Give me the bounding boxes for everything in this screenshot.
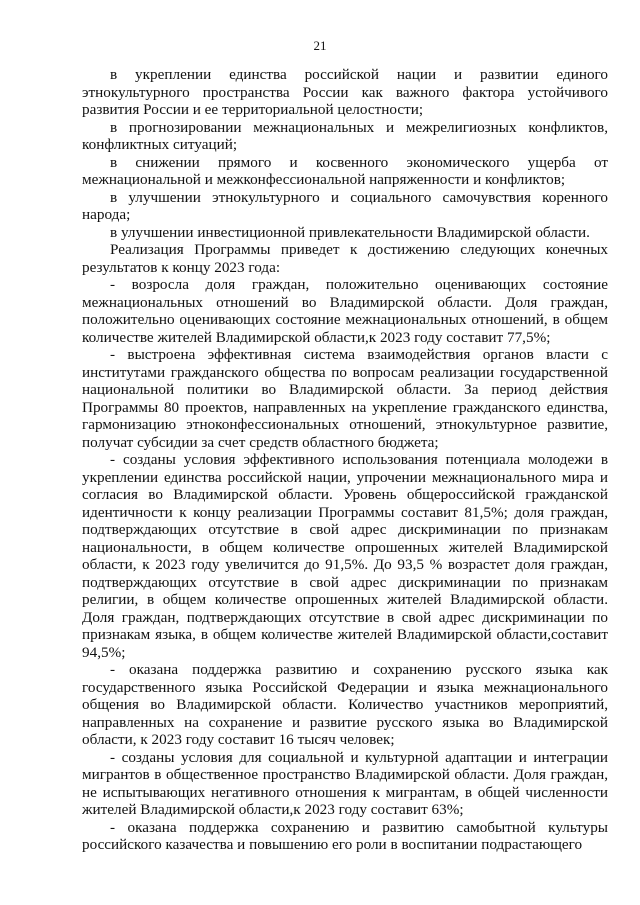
page-number: 21 bbox=[313, 38, 327, 53]
paragraph-unity: в укреплении единства российской нации и развитии единого этнокультурного пространства России как важного фактора устойчивого развития России и ее территориальной целостности; bbox=[82, 66, 608, 118]
paragraph-conflict-forecasting: в прогнозировании межнациональных и межрелигиозных конфликтов, конфликтных ситуаций; bbox=[82, 118, 608, 153]
paragraph-investment: в улучшении инвестиционной привлекательности Владимирской области. bbox=[110, 223, 590, 241]
paragraph-economic-damage: в снижении прямого и косвенного экономического ущерба от межнациональной и межконфессиональной напряженности и конфликтов; bbox=[82, 153, 608, 188]
paragraph-results-intro: Реализация Программы приведет к достижению следующих конечных результатов к концу 2023 года: bbox=[82, 241, 608, 276]
list-item-cossack-culture: - оказана поддержка сохранению и развитию самобытной культуры российского казачества и повышению его роли в воспитании подрастающего bbox=[82, 818, 608, 853]
list-item-relations-assessment: - возросла доля граждан, положительно оценивающих состояние межнациональных отношений во Владимирской области. Доля граждан, положительно оценивающих состояние межнациональных отношений, в общем количестве жителей Владимирской области,к 2023 году составит 77,5%; bbox=[82, 276, 608, 346]
list-item-migrant-adaptation: - созданы условия для социальной и культурной адаптации и интеграции мигрантов в общественное пространство Владимирской области. Доля граждан, не испытывающих негативного отношения к мигрантам, в общей численности жителей Владимирской области,к 2023 году составит 63%; bbox=[82, 748, 608, 818]
list-item-youth-potential: - созданы условия эффективного использования потенциала молодежи в укреплении единства российской нации, упрочении межнационального мира и согласия во Владимирской области. Уровень общероссийской гражданской идентичности к концу реализации Программы составит 81,5%; доля граждан, подтверждающих отсутствие в свой адрес дискриминации по признакам национальности, в общем количестве опрошенных жителей Владимирской области, к 2023 году увеличится до 91,5%. До 93,5 % возрастет доля граждан, подтверждающих отсутствие в свой адрес дискриминации по признакам религии, в общем количестве опрошенных жителей Владимирской области. Доля граждан, подтверждающих отсутствие в свой адрес дискриминации по признакам языка, в общем количестве жителей Владимирской области,составит 94,5%; bbox=[82, 451, 608, 661]
document-body bbox=[82, 66, 608, 854]
list-item-interaction-system: - выстроена эффективная система взаимодействия органов власти с институтами гражданского общества по вопросам реализации государственной национальной политики во Владимирской области. За период действия Программы 80 проектов, направленных на укрепление гражданского единства, гармонизацию этноконфессиональных отношений, этнокультурное развитие, получат субсидии за счет средств областного бюджета; bbox=[82, 346, 608, 451]
list-item-russian-language: - оказана поддержка развитию и сохранению русского языка как государственного языка Российской Федерации и языка межнационального общения во Владимирской области. Количество участников мероприятий, направленных на сохранение и развитие русского языка во Владимирской области, к 2023 году составит 16 тысяч человек; bbox=[82, 661, 608, 748]
paragraph-ethnocultural-wellbeing: в улучшении этнокультурного и социального самочувствия коренного народа; bbox=[82, 188, 608, 223]
